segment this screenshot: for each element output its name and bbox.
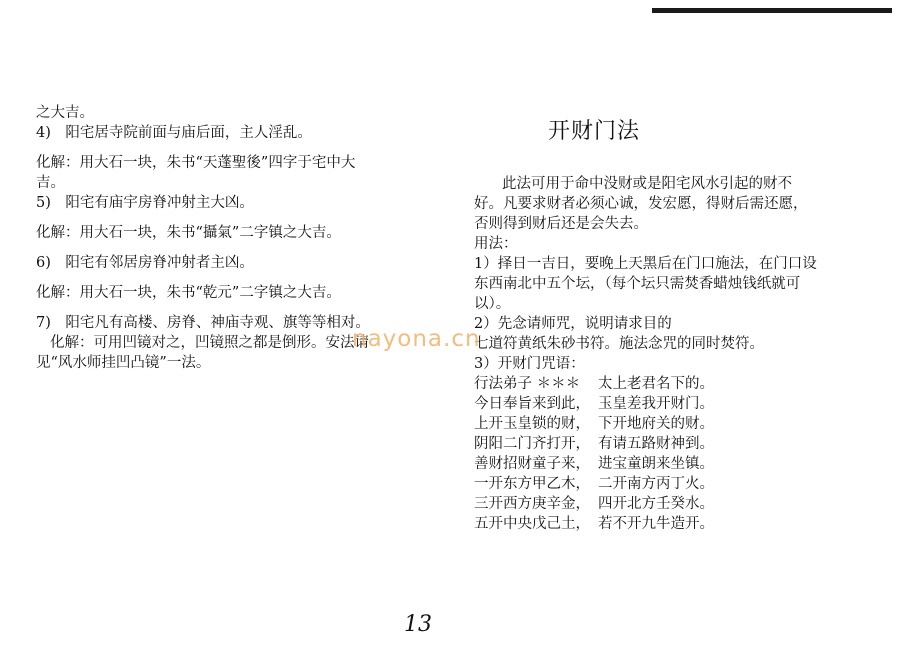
verse-line — [474, 394, 874, 414]
verse-part: 阴阳二门齐打开， — [474, 436, 590, 452]
verse-line — [474, 474, 874, 494]
verse-part: 太上老君名下的。 — [598, 376, 714, 392]
step-line: 3）开财门咒语： — [474, 356, 585, 372]
verse-part: 有请五路财神到。 — [598, 436, 714, 452]
step-line: 以）。 — [474, 296, 511, 312]
verse-line — [474, 374, 874, 394]
text-line: 吉。 — [36, 175, 65, 191]
verse-part: 五开中央戊己土， — [474, 516, 590, 532]
verse-part: 二开南方丙丁火。 — [598, 476, 714, 492]
verse-line — [474, 414, 874, 434]
usage-label: 用法： — [474, 236, 518, 252]
item-5: 5) 阳宅有庙宇房脊冲射主大凶。 — [36, 195, 254, 211]
step-line: 东西南北中五个坛，（每个坛只需焚香蜡烛钱纸就可 — [474, 276, 801, 292]
text-line: 之大吉。 — [36, 105, 94, 121]
step-line: 七道符黄纸朱砂书符。施法念咒的同时焚符。 — [474, 336, 764, 352]
verse-part: 四开北方壬癸水。 — [598, 496, 714, 512]
verse-line — [474, 434, 874, 454]
watermark: nayona.cn — [352, 326, 481, 352]
verse-part: 一开东方甲乙木， — [474, 476, 590, 492]
verse-part: 下开地府关的财。 — [598, 416, 714, 432]
page-number: 13 — [404, 612, 432, 637]
top-rule — [652, 8, 892, 13]
remedy-5: 化解：用大石一块，朱书“攝氣”二字镇之大吉。 — [36, 225, 341, 241]
verse-part: 行法弟子 ＊＊＊ — [474, 376, 581, 392]
verse-part: 玉皇差我开财门。 — [598, 396, 714, 412]
intro-line: 好。凡要求财者必须心诚，发宏愿，得财后需还愿， — [474, 196, 808, 212]
remedy-4: 化解：用大石一块，朱书“天蓬聖後”四字于宅中大 — [36, 155, 356, 171]
remedy-6: 化解：用大石一块，朱书“乾元”二字镇之大吉。 — [36, 285, 341, 301]
item-6: 6) 阳宅有邻居房脊冲射者主凶。 — [36, 255, 254, 271]
verse-line — [474, 514, 874, 534]
verse-part: 上开玉皇锁的财， — [474, 416, 590, 432]
verse-part: 进宝童朗来坐镇。 — [598, 456, 714, 472]
verse-line — [474, 454, 874, 474]
verse-part: 今日奉旨来到此， — [474, 396, 590, 412]
right-column — [474, 174, 874, 534]
section-title: 开财门法 — [548, 119, 641, 144]
verse-part: 善财招财童子来， — [474, 456, 590, 472]
item-7: 7) 阳宅凡有高楼、房脊、神庙寺观、旗等等相对。 — [36, 315, 370, 331]
step-line: 2）先念请师咒，说明请求目的 — [474, 316, 672, 332]
intro-line: 否则得到财后还是会失去。 — [474, 216, 648, 232]
verse-part: 若不开九牛造开。 — [598, 516, 714, 532]
step-line: 1）择日一吉日，要晚上天黑后在门口施法，在门口设 — [474, 256, 817, 272]
verse-part: 三开西方庚辛金， — [474, 496, 590, 512]
text-line: 见“风水师挂凹凸镜”一法。 — [36, 355, 211, 371]
verse-line — [474, 494, 874, 514]
remedy-7: 化解：可用凹镜对之，凹镜照之都是倒形。安法请 — [50, 335, 369, 351]
item-4: 4) 阳宅居寺院前面与庙后面，主人淫乱。 — [36, 125, 312, 141]
intro-line: 此法可用于命中没财或是阳宅风水引起的财不 — [502, 176, 792, 192]
